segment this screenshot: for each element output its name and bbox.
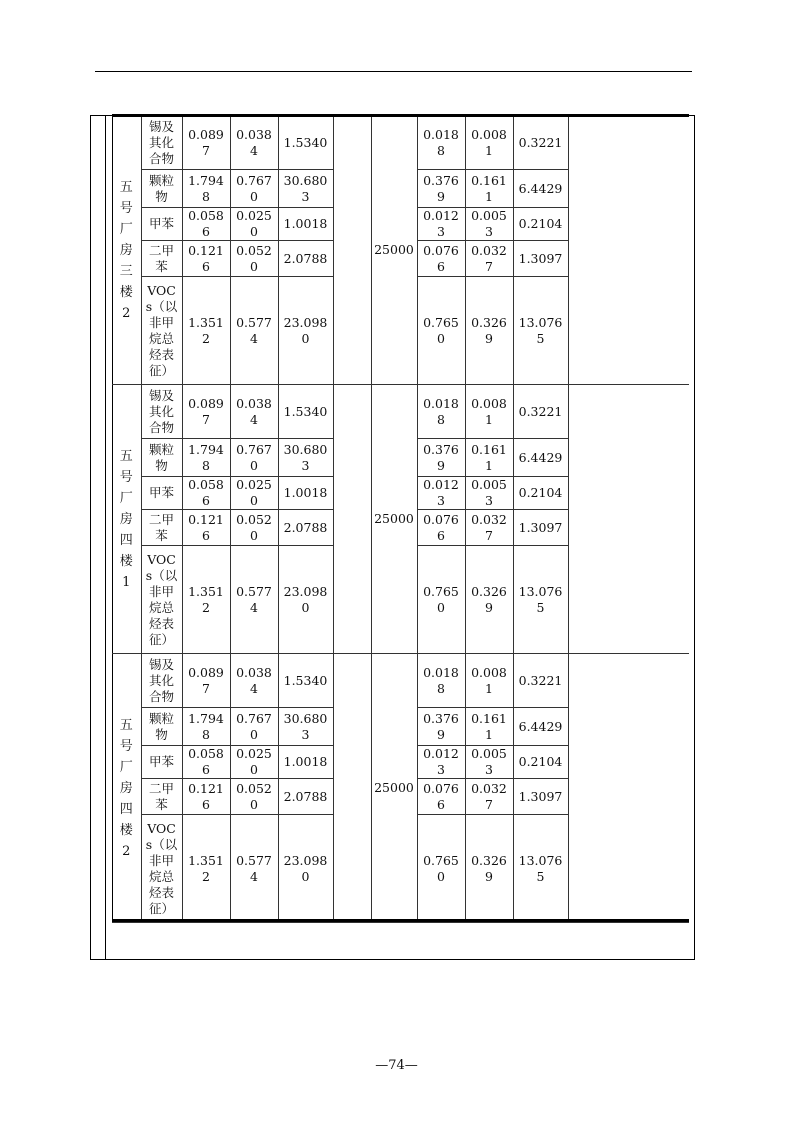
value-cell: 0.3269: [465, 277, 513, 385]
value-cell: 13.0765: [513, 546, 568, 654]
value-cell: 2.0788: [278, 779, 333, 815]
pollutant-cell: 颗粒物: [141, 439, 182, 477]
value-cell: 1.7948: [182, 170, 230, 208]
value-cell: 0.0766: [417, 779, 465, 815]
blank-cell: [333, 116, 371, 385]
value-cell: 0.7670: [230, 170, 278, 208]
location-cell: 五 号 厂 房 四 楼 2: [112, 654, 141, 923]
value-cell: 0.2104: [513, 477, 568, 510]
header-rule: [95, 71, 692, 72]
value-cell: 0.3221: [513, 654, 568, 708]
value-cell: 2.0788: [278, 510, 333, 546]
value-cell: 0.0766: [417, 241, 465, 277]
value-cell: 6.4429: [513, 708, 568, 746]
air-volume-cell: 25000: [371, 654, 417, 923]
value-cell: 0.0053: [465, 208, 513, 241]
value-cell: 6.4429: [513, 170, 568, 208]
table-bottom-rule: [112, 919, 689, 922]
value-cell: 0.1611: [465, 708, 513, 746]
pollutant-cell: 甲苯: [141, 746, 182, 779]
value-cell: 1.0018: [278, 208, 333, 241]
pollutant-cell: 锡及其化合物: [141, 654, 182, 708]
value-cell: 1.5340: [278, 654, 333, 708]
value-cell: 30.6803: [278, 170, 333, 208]
value-cell: 0.1216: [182, 779, 230, 815]
remark-cell: [568, 116, 689, 385]
value-cell: 0.0586: [182, 746, 230, 779]
air-volume-cell: 25000: [371, 385, 417, 654]
value-cell: 13.0765: [513, 277, 568, 385]
value-cell: 0.0081: [465, 654, 513, 708]
value-cell: 0.0123: [417, 746, 465, 779]
value-cell: 1.5340: [278, 116, 333, 170]
value-cell: 0.0053: [465, 746, 513, 779]
pollutant-cell: VOCs（以非甲烷总烃表征）: [141, 815, 182, 923]
value-cell: 0.0520: [230, 510, 278, 546]
value-cell: 0.5774: [230, 546, 278, 654]
value-cell: 0.0766: [417, 510, 465, 546]
value-cell: 1.0018: [278, 746, 333, 779]
value-cell: 6.4429: [513, 439, 568, 477]
table-body: [112, 116, 689, 923]
value-cell: 0.0188: [417, 116, 465, 170]
value-cell: 0.5774: [230, 815, 278, 923]
value-cell: 23.0980: [278, 277, 333, 385]
value-cell: 1.3097: [513, 241, 568, 277]
value-cell: 0.0520: [230, 779, 278, 815]
value-cell: 0.0327: [465, 510, 513, 546]
value-cell: 0.0897: [182, 385, 230, 439]
value-cell: 0.0188: [417, 385, 465, 439]
value-cell: 0.3269: [465, 815, 513, 923]
value-cell: 0.0897: [182, 116, 230, 170]
value-cell: 0.0053: [465, 477, 513, 510]
value-cell: 0.0897: [182, 654, 230, 708]
pollutant-cell: 锡及其化合物: [141, 385, 182, 439]
value-cell: 0.0081: [465, 385, 513, 439]
page-number: —74—: [375, 1058, 418, 1073]
value-cell: 0.1611: [465, 439, 513, 477]
value-cell: 0.3221: [513, 385, 568, 439]
value-cell: 0.1611: [465, 170, 513, 208]
pollutant-cell: 颗粒物: [141, 708, 182, 746]
value-cell: 1.7948: [182, 708, 230, 746]
value-cell: 0.0384: [230, 654, 278, 708]
pollutant-cell: VOCs（以非甲烷总烃表征）: [141, 546, 182, 654]
pollutant-cell: 甲苯: [141, 208, 182, 241]
value-cell: 30.6803: [278, 439, 333, 477]
value-cell: 0.1216: [182, 510, 230, 546]
value-cell: 1.3512: [182, 815, 230, 923]
value-cell: 0.7670: [230, 708, 278, 746]
pollutant-cell: 二甲苯: [141, 241, 182, 277]
value-cell: 0.0081: [465, 116, 513, 170]
pollutant-cell: 甲苯: [141, 477, 182, 510]
value-cell: 0.2104: [513, 746, 568, 779]
value-cell: 0.7650: [417, 546, 465, 654]
value-cell: 1.3512: [182, 546, 230, 654]
value-cell: 0.7670: [230, 439, 278, 477]
value-cell: 0.0327: [465, 779, 513, 815]
value-cell: 0.7650: [417, 815, 465, 923]
value-cell: 0.0586: [182, 477, 230, 510]
pollutant-cell: 锡及其化合物: [141, 116, 182, 170]
value-cell: 0.0384: [230, 385, 278, 439]
pollutant-cell: 二甲苯: [141, 779, 182, 815]
value-cell: 0.0123: [417, 477, 465, 510]
value-cell: 0.3221: [513, 116, 568, 170]
value-cell: 0.0250: [230, 477, 278, 510]
value-cell: 2.0788: [278, 241, 333, 277]
table-row: [112, 654, 689, 708]
value-cell: 0.0586: [182, 208, 230, 241]
location-cell: 五 号 厂 房 四 楼 1: [112, 385, 141, 654]
frame-inner-line: [105, 115, 106, 960]
value-cell: 30.6803: [278, 708, 333, 746]
value-cell: 0.0250: [230, 208, 278, 241]
value-cell: 0.3269: [465, 546, 513, 654]
emissions-table: [112, 115, 689, 923]
table-row: [112, 385, 689, 439]
value-cell: 1.3097: [513, 779, 568, 815]
value-cell: 0.3769: [417, 439, 465, 477]
value-cell: 13.0765: [513, 815, 568, 923]
value-cell: 1.3512: [182, 277, 230, 385]
value-cell: 0.0520: [230, 241, 278, 277]
value-cell: 1.5340: [278, 385, 333, 439]
value-cell: 1.0018: [278, 477, 333, 510]
value-cell: 0.0384: [230, 116, 278, 170]
blank-cell: [333, 654, 371, 923]
air-volume-cell: 25000: [371, 116, 417, 385]
value-cell: 0.3769: [417, 170, 465, 208]
value-cell: 0.5774: [230, 277, 278, 385]
value-cell: 0.0188: [417, 654, 465, 708]
value-cell: 1.7948: [182, 439, 230, 477]
blank-cell: [333, 385, 371, 654]
remark-cell: [568, 385, 689, 654]
value-cell: 1.3097: [513, 510, 568, 546]
value-cell: 0.3769: [417, 708, 465, 746]
value-cell: 0.0123: [417, 208, 465, 241]
pollutant-cell: 二甲苯: [141, 510, 182, 546]
value-cell: 23.0980: [278, 546, 333, 654]
value-cell: 0.0250: [230, 746, 278, 779]
table-row: [112, 116, 689, 170]
value-cell: 23.0980: [278, 815, 333, 923]
value-cell: 0.1216: [182, 241, 230, 277]
value-cell: 0.7650: [417, 277, 465, 385]
pollutant-cell: 颗粒物: [141, 170, 182, 208]
remark-cell: [568, 654, 689, 923]
table-top-rule: [112, 114, 689, 117]
value-cell: 0.0327: [465, 241, 513, 277]
pollutant-cell: VOCs（以非甲烷总烃表征）: [141, 277, 182, 385]
location-cell: 五 号 厂 房 三 楼 2: [112, 116, 141, 385]
value-cell: 0.2104: [513, 208, 568, 241]
